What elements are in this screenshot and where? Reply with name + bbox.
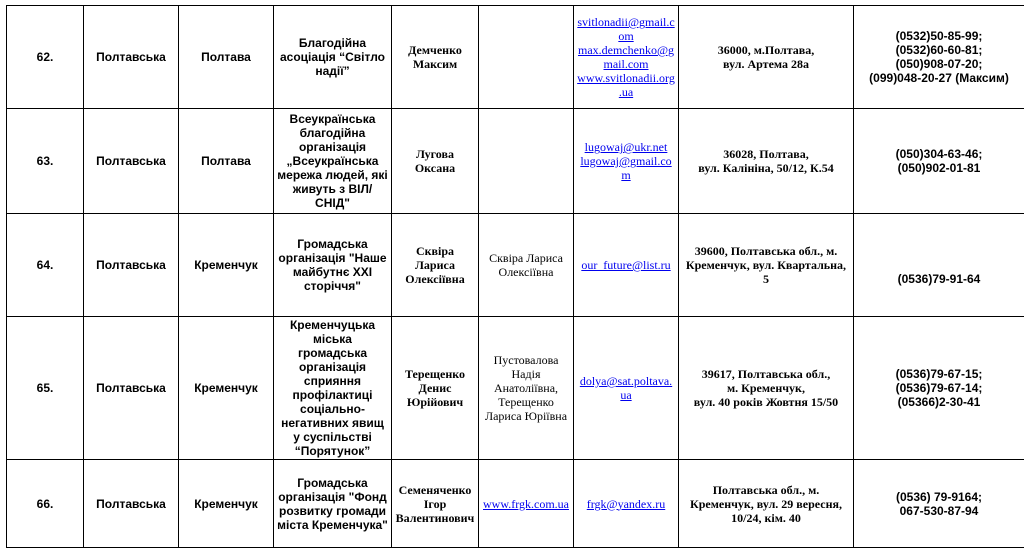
phone-number: (0532)50-85-99;: [857, 29, 1021, 43]
address-line: 36028, Полтава,: [682, 147, 850, 161]
email-link[interactable]: our_future@list.ru: [577, 258, 675, 272]
email-cell: [574, 6, 679, 109]
head-name: Лугова Оксана: [392, 109, 479, 214]
organization-name: Громадська організація "Наше майбутнє XXI сторіччя": [274, 214, 392, 317]
head-name: Демченко Максим: [392, 6, 479, 109]
phone-number: (0536)79-91-64: [857, 272, 1021, 286]
address-cell: [679, 317, 854, 460]
phone-cell: [854, 317, 1024, 460]
phone-number: 067-530-87-94: [857, 504, 1021, 518]
email-cell: [574, 317, 679, 460]
organization-name: Громадська організація "Фонд розвитку громади міста Кременчука": [274, 460, 392, 548]
phone-cell: [854, 214, 1024, 317]
website-cell: [479, 460, 574, 548]
contact-person: Сквіра Лариса Олексіївна: [479, 214, 574, 317]
phone-number: (0536)79-67-14;: [857, 381, 1021, 395]
city-cell: Кременчук: [179, 460, 274, 548]
email-link[interactable]: lugowaj@ukr.net: [577, 140, 675, 154]
contact-person: [479, 109, 574, 214]
table-row: [7, 109, 1024, 214]
organizations-table: [6, 5, 1024, 548]
email-link[interactable]: svitlonadii@gmail.com: [577, 15, 675, 43]
website-link[interactable]: www.frgk.com.ua: [483, 497, 569, 511]
phone-number: (0532)60-60-81;: [857, 43, 1021, 57]
email-cell: [574, 109, 679, 214]
phone-number: (050)902-01-81: [857, 161, 1021, 175]
city-cell: Полтава: [179, 109, 274, 214]
table-row: [7, 214, 1024, 317]
address-line: 39617, Полтавська обл.,: [682, 367, 850, 381]
region-cell: Полтавська: [84, 460, 179, 548]
row-number: 64.: [7, 214, 84, 317]
city-cell: Кременчук: [179, 214, 274, 317]
city-cell: Полтава: [179, 6, 274, 109]
table-row: [7, 317, 1024, 460]
phone-cell: [854, 460, 1024, 548]
address-cell: [679, 214, 854, 317]
phone-number: (0536) 79-9164;: [857, 490, 1021, 504]
address-line: вул. Калініна, 50/12, К.54: [682, 161, 850, 175]
phone-number: (05366)2-30-41: [857, 395, 1021, 409]
head-name: Семеняченко Ігор Валентинович: [392, 460, 479, 548]
address-line: Полтавська обл., м. Кременчук, вул. 29 вересня, 10/24, кім. 40: [682, 483, 850, 525]
head-name: Терещенко Денис Юрійович: [392, 317, 479, 460]
row-number: 63.: [7, 109, 84, 214]
region-cell: Полтавська: [84, 214, 179, 317]
website-link[interactable]: www.svitlonadii.org.ua: [577, 71, 675, 99]
city-cell: Кременчук: [179, 317, 274, 460]
row-number: 66.: [7, 460, 84, 548]
contact-person: Пустовалова Надія Анатоліївна, Терещенко Лариса Юріївна: [479, 317, 574, 460]
phone-number: (050)908-07-20;: [857, 57, 1021, 71]
address-line: вул. Артема 28а: [682, 57, 850, 71]
contact-person: [479, 6, 574, 109]
phone-cell: [854, 109, 1024, 214]
head-name: Сквіра Лариса Олексіївна: [392, 214, 479, 317]
organization-name: Благодійна асоціація “Світло надії”: [274, 6, 392, 109]
email-link[interactable]: max.demchenko@gmail.com: [577, 43, 675, 71]
address-line: м. Кременчук,: [682, 381, 850, 395]
address-cell: [679, 6, 854, 109]
address-line: вул. 40 років Жовтня 15/50: [682, 395, 850, 409]
row-number: 65.: [7, 317, 84, 460]
phone-cell: [854, 6, 1024, 109]
phone-number: (099)048-20-27 (Максим): [857, 71, 1021, 85]
phone-number: (0536)79-67-15;: [857, 367, 1021, 381]
email-cell: [574, 214, 679, 317]
address-line: 36000, м.Полтава,: [682, 43, 850, 57]
address-line: 39600, Полтавська обл., м. Кременчук, вул. Квартальна, 5: [682, 244, 850, 286]
address-cell: [679, 460, 854, 548]
region-cell: Полтавська: [84, 109, 179, 214]
email-link[interactable]: dolya@sat.poltava.ua: [577, 374, 675, 402]
address-cell: [679, 109, 854, 214]
email-link[interactable]: frgk@yandex.ru: [577, 497, 675, 511]
organization-name: Кременчуцька міська громадська організація сприяння профілактиці соціально-негативних явищ у суспільстві “Порятунок”: [274, 317, 392, 460]
email-link[interactable]: lugowaj@gmail.com: [577, 154, 675, 182]
row-number: 62.: [7, 6, 84, 109]
table-row: [7, 460, 1024, 548]
phone-number: (050)304-63-46;: [857, 147, 1021, 161]
region-cell: Полтавська: [84, 317, 179, 460]
organization-name: Всеукраїнська благодійна організація „Всеукраїнська мережа людей, які живуть з ВІЛ/СНІД": [274, 109, 392, 214]
region-cell: Полтавська: [84, 6, 179, 109]
table-row: [7, 6, 1024, 109]
email-cell: [574, 460, 679, 548]
